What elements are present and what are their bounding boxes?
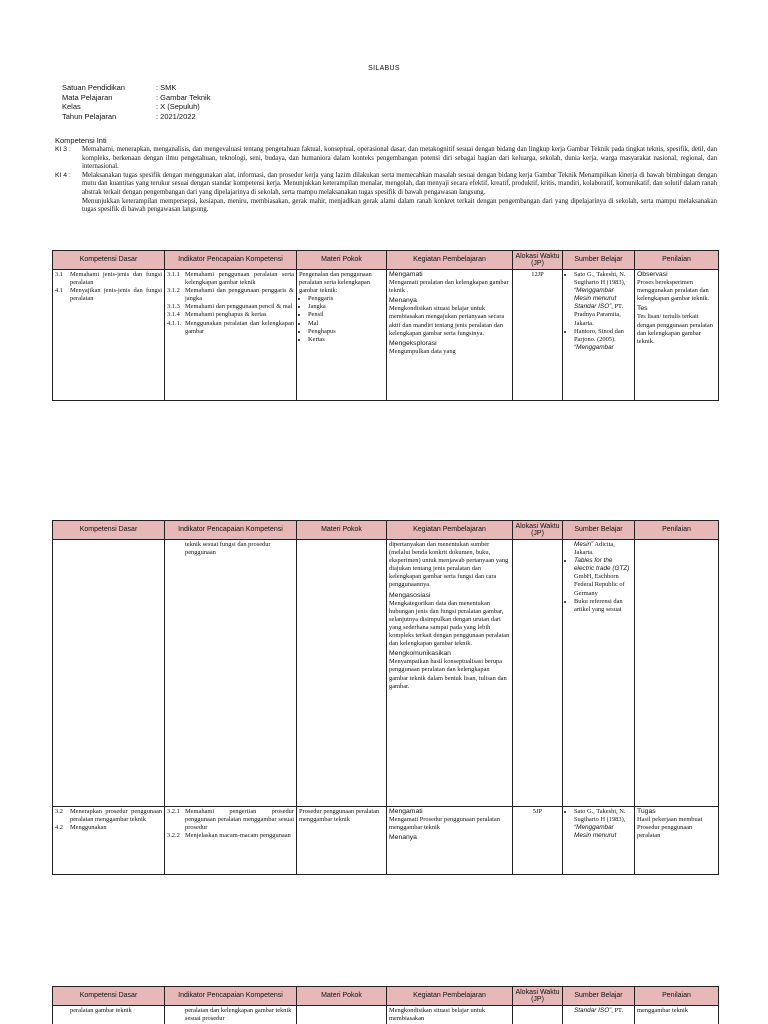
cell-materi <box>297 1006 387 1024</box>
list-item: • Sato G., Takeshi, N. Sugiharto H (1983), “Menggambar Mesin menurut Standar ISO”, PT. Pradnya Paramita, Jakarta. <box>574 271 632 328</box>
list-item: • Jangka <box>308 303 384 311</box>
cell-materi: Pengenalan dan penggunaan peralatan serta kelengkapan gambar teknik: • Penggaris • Jangka • Pensil • Mal • Penghapus • Kertas <box>297 270 387 401</box>
identity-value: : SMK <box>156 83 177 92</box>
cell-penilaian: menggambar teknik <box>635 1006 719 1024</box>
cell-ipk: 3.2.1 Memahami pengertian prosedur penggunaan peralatan menggambar sesuai prosedur 3.2.2 Menjelaskan macam-macam penggunaan <box>165 807 297 875</box>
identity-value: : Gambar Teknik <box>156 92 211 102</box>
header-sumber: Sumber Belajar <box>563 987 635 1006</box>
table-row <box>53 1006 719 1024</box>
cell-sumber <box>563 807 635 875</box>
ki-heading: Kompetensi Inti <box>55 136 107 145</box>
header-kd: Kompetensi Dasar <box>53 251 165 270</box>
cell-materi <box>297 540 387 807</box>
ki4-row <box>55 172 717 198</box>
header-ipk: Indikator Pencapaian Kompetensi <box>165 987 297 1006</box>
list-item: • Mal <box>308 320 384 328</box>
identity-label: Kelas <box>62 102 81 111</box>
identity-row <box>62 93 210 103</box>
cell-alokasi <box>513 540 563 807</box>
identity-label: Mata Pelajaran <box>62 92 113 102</box>
header-materi: Materi Pokok <box>297 521 387 540</box>
header-alokasi: Alokasi Waktu (JP) <box>513 251 563 270</box>
header-kegiatan: Kegiatan Pembelajaran <box>387 987 513 1006</box>
header-alokasi: Alokasi Waktu (JP) <box>513 521 563 540</box>
header-alokasi: Alokasi Waktu (JP) <box>513 987 563 1006</box>
list-item: • Sato G., Takeshi, N. Sugiharto H (1983), “Menggambar Mesin menurut <box>574 808 632 840</box>
cell-sumber: Standar ISO”, PT. <box>563 1006 635 1024</box>
silabus-table-2 <box>52 520 719 875</box>
table-row <box>53 540 719 807</box>
identity-row <box>62 112 210 122</box>
header-sumber: Sumber Belajar <box>563 251 635 270</box>
cell-kd: 3.1 Memahami jenis-jenis dan fungsi peralatan 4.1 Menyajikan jenis-jenis dan fungsi peralatan <box>53 270 165 401</box>
header-penilaian: Penilaian <box>635 251 719 270</box>
identity-value: : 2021/2022 <box>156 111 196 121</box>
list-item: • Penghapus <box>308 328 384 336</box>
ki4-text: Melaksanakan tugas spesifik dengan menggunakan alat, informasi, dan prosedur kerja yang lazim dilakukan serta memecahkan masalah sesuai dengan bidang kerja Gambar Teknik Menampilkan kinerja di bawah bimbingan dengan mutu dan kuantitas yang terukur sesuai dengan standar kompetensi kerja. Menunjukkan keterampilan menalar, mengolah, dan menyaji secara efektif, kreatif, produktif, kritis, mandiri, kolaboratif, komunikatif, dan solutif dalam ranah abstrak terkait dengan pengembangan dari yang dipelajarinya di sekolah, serta mampu melaksanakan tugas spesifik di bawah pengawasan langsung. <box>82 171 717 197</box>
cell-penilaian: Tugas Hasil pekerjaan membuat Prosedur penggunaan peralatan <box>635 807 719 875</box>
table-header-row <box>53 521 719 540</box>
cell-alokasi <box>513 1006 563 1024</box>
table-row <box>53 807 719 875</box>
header-penilaian: Penilaian <box>635 521 719 540</box>
identity-label: Tahun Pelajaran <box>62 111 117 121</box>
silabus-table-3 <box>52 986 719 1024</box>
cell-ipk: 3.1.1 Memahami penggunaan peralatan serta kelengkapan gambar teknik 3.1.2 Memahami dan penggunaan penggaris & jangka 3.1.3 Memahami dan penggunaan pencil & mal 3.1.4 Memahami penghapus & kertas 4.1.1. Menggunakan peralatan dan kelengkapan gambar <box>165 270 297 401</box>
cell-ipk: teknik sesuai fungsi dan prosedur penggunaan <box>165 540 297 807</box>
cell-penilaian <box>635 540 719 807</box>
cell-kd: peralatan gambar teknik <box>53 1006 165 1024</box>
silabus-table-1 <box>52 250 719 401</box>
identity-value: : X (Sepuluh) <box>156 102 200 111</box>
list-item: • Tables for the electric trade (GTZ) GmbH, Eschborn Federal Republic of Germany <box>574 557 632 597</box>
header-ipk: Indikator Pencapaian Kompetensi <box>165 251 297 270</box>
list-item: • Buku referensi dan artikel yang sesuai <box>574 598 632 614</box>
identity-row <box>62 83 210 93</box>
header-penilaian: Penilaian <box>635 987 719 1006</box>
header-materi: Materi Pokok <box>297 251 387 270</box>
document-title: SILABUS <box>368 65 400 72</box>
identity-label: Satuan Pendidikan <box>62 83 125 92</box>
header-ipk: Indikator Pencapaian Kompetensi <box>165 521 297 540</box>
cell-kd: 3.2 Menerapkan prosedur penggunaan peralatan menggambar teknik 4.2 Menggunakan <box>53 807 165 875</box>
list-item: • Penggaris <box>308 295 384 303</box>
table-header-row <box>53 987 719 1006</box>
ki3-code: KI 3 : <box>55 146 71 154</box>
cell-kegiatan: Mengamati Mengamati peralatan dan kelengkapan gambar teknik . Menanya Mengkondisikan situasi belajar untuk membiasakan mengajukan pertanyaan secara aktif dan mandiri tentang jenis peralatan dan kelengkapan gambar serta fungsinya. Mengeksplorasi Mengumpulkan data yang <box>387 270 513 401</box>
ki4-code: KI 4 : <box>55 171 71 179</box>
cell-sumber: Mesin” Adicita, Jakarta. • Tables for the electric trade (GTZ) GmbH, Eschborn Federal Republic of Germany • Buku referensi dan artikel yang sesuai <box>563 540 635 807</box>
list-item: • Pensil <box>308 311 384 319</box>
header-sumber: Sumber Belajar <box>563 521 635 540</box>
cell-kd <box>53 540 165 807</box>
ki4-text-continued: Menunjukkan keterampilan mempersepsi, kesiapan, meniru, membiasakan, gerak mahir, menjadikan gerak alami dalam ranah konkret terkait dengan pengembangan dari yang dipelajarinya di sekolah, serta mampu melaksanakan tugas spesifik di bawah pengawasan langsung. <box>82 197 717 214</box>
header-kd: Kompetensi Dasar <box>53 987 165 1006</box>
list-item: • Kertas <box>308 336 384 344</box>
header-kd: Kompetensi Dasar <box>53 521 165 540</box>
cell-alokasi: 12JP <box>513 270 563 401</box>
header-kegiatan: Kegiatan Pembelajaran <box>387 251 513 270</box>
table-row <box>53 270 719 401</box>
cell-ipk: peralatan dan kelengkapan gambar teknik sesuai prosedur <box>165 1006 297 1024</box>
identity-block <box>62 83 210 121</box>
kompetensi-inti-block <box>55 137 717 215</box>
cell-materi: Prosedur penggunaan peralatan menggambar teknik <box>297 807 387 875</box>
cell-alokasi: 5JP <box>513 807 563 875</box>
cell-kegiatan: Mengamati Mengamati Prosedur penggunaan peralatan menggambar teknik Menanya <box>387 807 513 875</box>
ki3-text: Memahami, menerapkan, menganalisis, dan mengevaluasi tentang pengetahuan faktual, konseptual, operasional dasar, dan metakognitif sesuai dengan bidang dan lingkup kerja Gambar Teknik pada tingkat teknis, spesifik, detil, dan kompleks, berkenaan dengan ilmu pengetahuan, teknologi, seni, budaya, dan humaniora dalam konteks pengembangan potensi diri sebagai bagian dari keluarga, sekolah, dunia kerja, warga masyarakat nasional, regional, dan internasional. <box>82 146 717 171</box>
list-item: • Hantoro, Sinod dan Parjono. (2005). “Menggambar <box>574 328 632 352</box>
table-header-row <box>53 251 719 270</box>
ki3-row <box>55 146 717 172</box>
cell-kegiatan: Mengkondisikan situasi belajar untuk membiasakan <box>387 1006 513 1024</box>
cell-penilaian: Observasi Proses bereksperimen menggunakan peralatan dan kelengkapan gambar teknik. Tes Tes lisan/ tertulis terkait dengan penggunaan peralatan dan kelengkapan gambar teknik. <box>635 270 719 401</box>
header-materi: Materi Pokok <box>297 987 387 1006</box>
cell-sumber <box>563 270 635 401</box>
header-kegiatan: Kegiatan Pembelajaran <box>387 521 513 540</box>
cell-kegiatan: dipertanyakan dan menentukan sumber (melalui benda konkrit dokumen, buku, eksperimen) untuk menjawab pertanyaan yang diajukan tentang jenis peralatan dan kelengkapan gambar serta fungsi dan cara penggunaannya. Mengasosiasi Mengkategorikan data dan menentukan hubungan jenis dan fungsi peralatan gambar, selanjutnya disimpulkan dengan urutan dari yang sederhana sampai pada yang lebih kompleks terkait dengan penggunaan peralatan dan kelengkapan gambar teknik. Mengkomunikasikan Menyampaikan hasil konseptualisasi berupa penggunaan peralatan dan kelengkapan gambar teknik dalam bentuk lisan, tulisan dan gambar. <box>387 540 513 807</box>
identity-row <box>62 102 210 112</box>
